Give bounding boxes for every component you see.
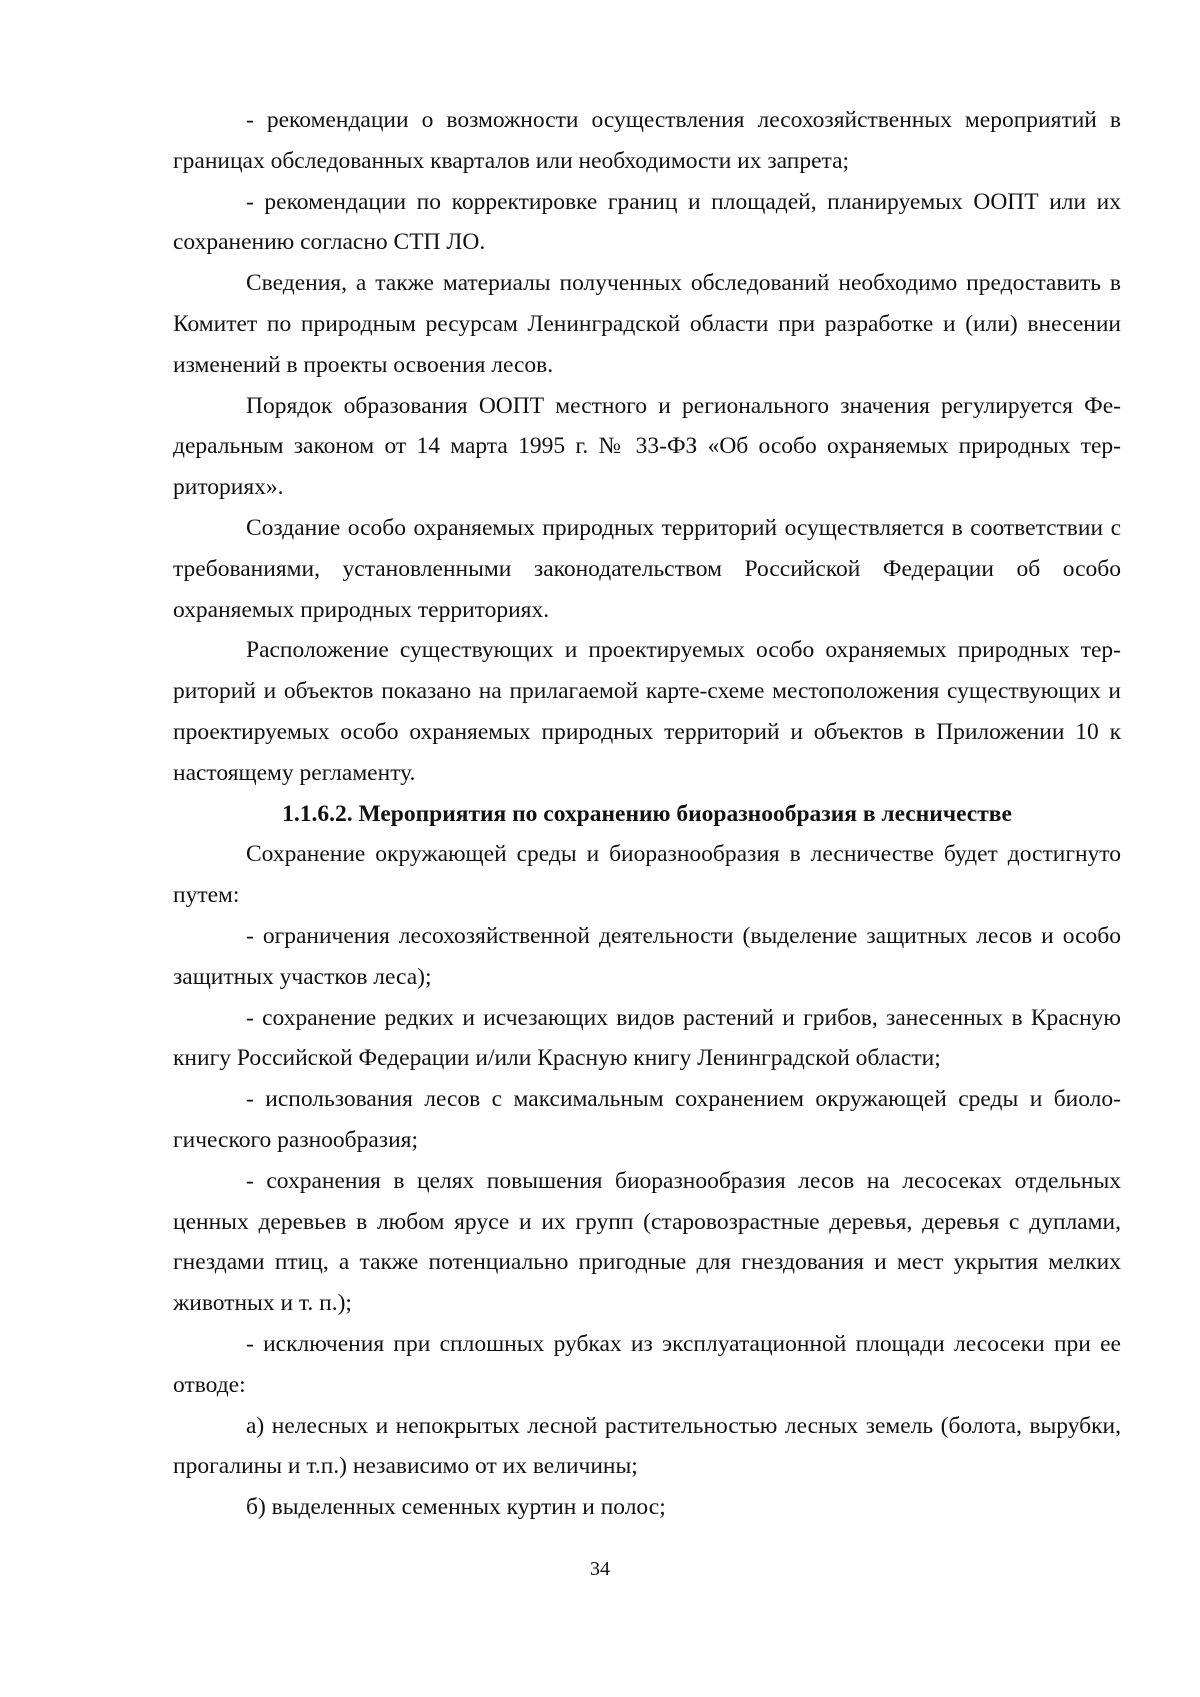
- section-heading: 1.1.6.2. Мероприятия по сохранению биоразнообразия в лесничестве: [282, 800, 1012, 827]
- paragraph: б) выделенных семенных куртин и полос;: [246, 1494, 666, 1521]
- paragraph: - сохранение редких и исчезающих видов растений и грибов, занесенных в Красную книгу Российской Федерации и/или Красную книгу Ленинградской области;: [173, 1004, 1121, 1072]
- paragraph: Сведения, а также материалы полученных обследований необходимо предоставить в Комитет по природным ресурсам Ленинградской области при разработке и (или) внесении изменений в проекты освоения лесов.: [173, 270, 1121, 378]
- paragraph: - рекомендации о возможности осуществления лесохозяйственных мероприятий в границах обследованных кварталов или необходимости их запрета;: [173, 107, 1121, 174]
- paragraph: - использования лесов с максимальным сохранением окружающей среды и биологического разнообразия;: [173, 1086, 1121, 1153]
- paragraph: а) нелесных и непокрытых лесной растительностью лесных земель (болота, вырубки, прогалины и т.п.) независимо от их величины;: [173, 1412, 1121, 1480]
- paragraph: - рекомендации по корректировке границ и площадей, планируемых ООПТ или их сохранению согласно СТП ЛО.: [173, 188, 1121, 256]
- paragraph: Создание особо охраняемых природных территорий осуществляется в соответствии с требованиями, установленными законодательством Российской Федерации об особо охраняемых природных территориях.: [173, 514, 1121, 623]
- page-number: 34: [590, 1558, 610, 1580]
- document-page: [173, 100, 1121, 1528]
- paragraph: Сохранение окружающей среды и биоразнообразия в лесничестве будет достигнуто путем:: [173, 841, 1121, 909]
- paragraph: - ограничения лесохозяйственной деятельности (выделение защитных лесов и особо защитных участков леса);: [173, 922, 1121, 990]
- paragraph: - сохранения в целях повышения биоразнообразия лесов на лесосеках отдельных ценных деревьев в любом ярусе и их групп (старовозрастные деревья, деревья с дуплами, гнездами птиц, а также потенциально пригодные для гнездования и мест укрытия мелких животных и т. п.);: [173, 1167, 1121, 1317]
- paragraph: Расположение существующих и проектируемых особо охраняемых природных территорий и объектов показано на прилагаемой карте-схеме местоположения существующих и проектируемых особо охраняемых природных территорий и объектов в Приложении 10 к настоящему регламенту.: [173, 637, 1121, 786]
- paragraph: Порядок образования ООПТ местного и регионального значения регулируется Федеральным законом от 14 марта 1995 г. № 33-ФЗ «Об особо охраняемых природных территориях».: [173, 392, 1121, 501]
- paragraph: - исключения при сплошных рубках из эксплуатационной площади лесосеки при ее отводе:: [173, 1330, 1121, 1398]
